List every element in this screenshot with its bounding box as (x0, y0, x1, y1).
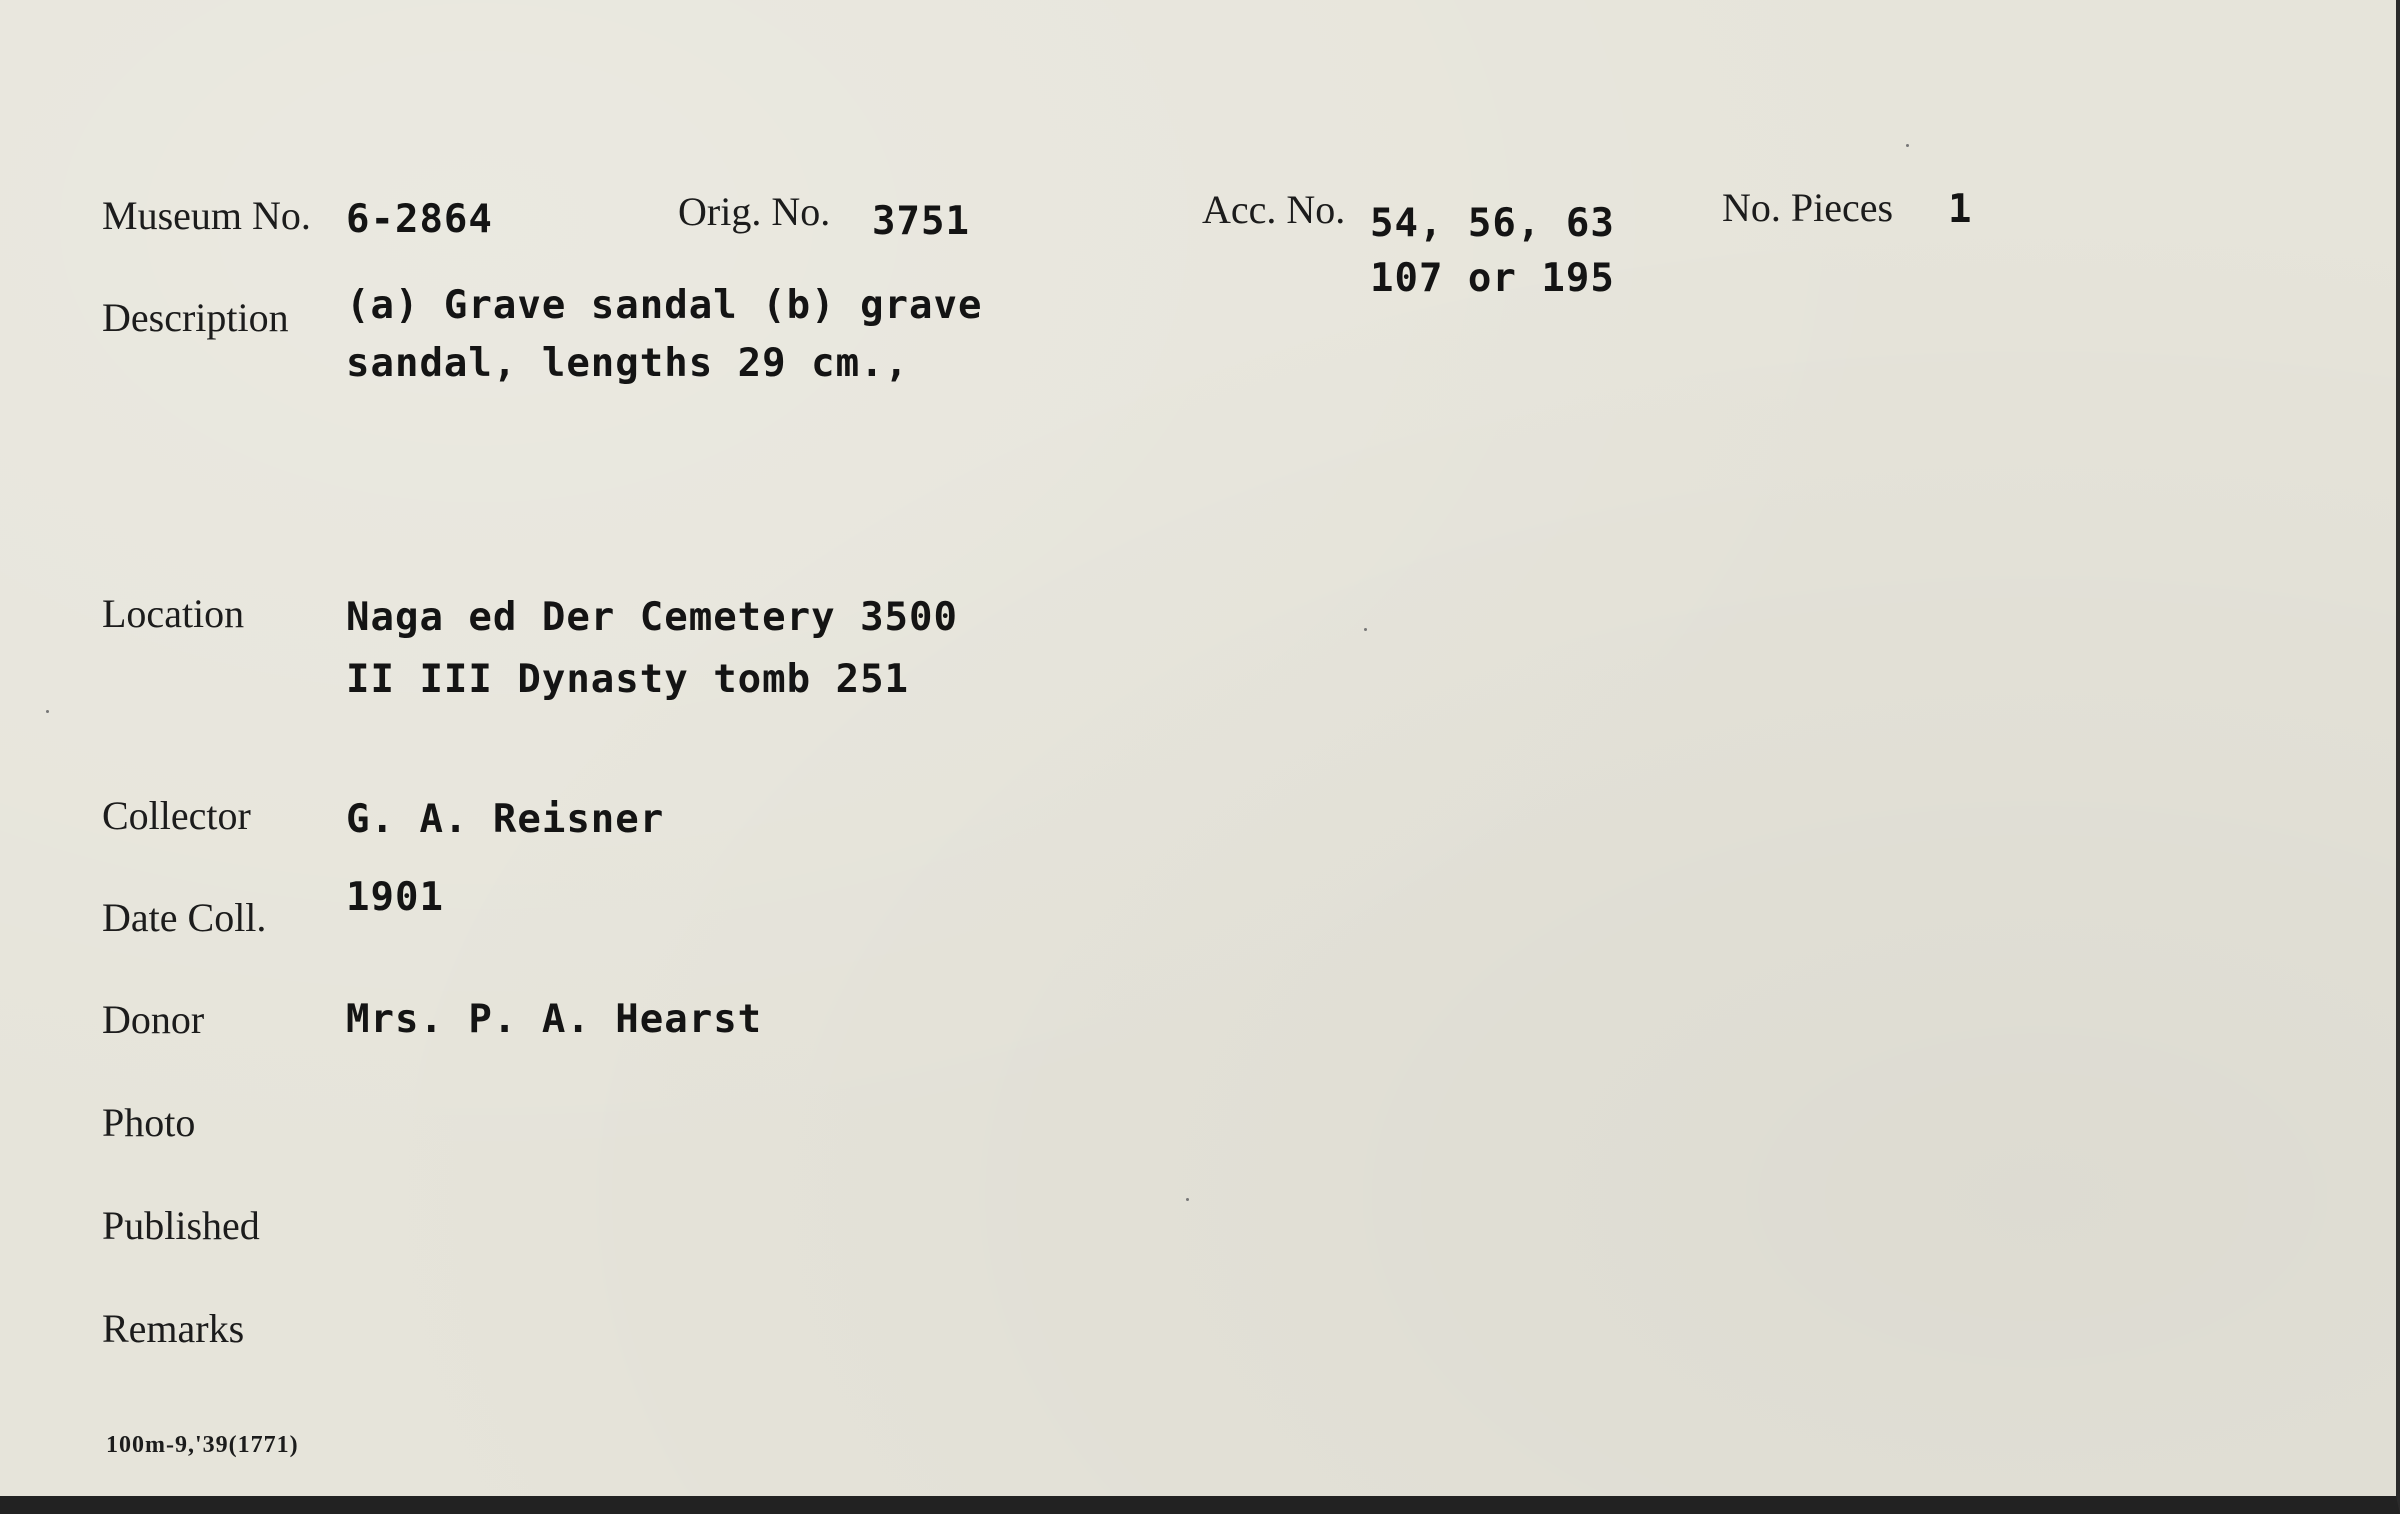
collector-label: Collector (102, 793, 251, 838)
location-line1: Naga ed Der Cemetery 3500 (346, 595, 958, 640)
no-pieces-value: 1 (1948, 187, 1973, 232)
acc-no-value-line2: 107 or 195 (1370, 256, 1615, 301)
acc-no-value-line1: 54, 56, 63 (1370, 201, 1615, 246)
description-label: Description (102, 295, 289, 340)
date-coll-value: 1901 (346, 875, 444, 920)
donor-label: Donor (102, 997, 205, 1042)
date-coll-label: Date Coll. (102, 895, 267, 940)
museum-no-label: Museum No. (102, 193, 311, 238)
paper-speck (46, 710, 49, 713)
published-label: Published (102, 1203, 260, 1248)
print-code: 100m-9,'39(1771) (106, 1432, 299, 1458)
orig-no-label: Orig. No. (678, 189, 831, 234)
museum-no-value: 6-2864 (346, 197, 493, 242)
location-label: Location (102, 591, 245, 636)
no-pieces-label: No. Pieces (1722, 185, 1894, 230)
remarks-label: Remarks (102, 1306, 245, 1351)
donor-value: Mrs. P. A. Hearst (346, 997, 763, 1042)
paper-speck (1906, 144, 1909, 147)
description-line2: sandal, lengths 29 cm., (346, 341, 910, 386)
paper-speck (1186, 1198, 1189, 1201)
location-line2: II III Dynasty tomb 251 (346, 657, 910, 702)
paper-speck (1364, 628, 1367, 631)
collector-value: G. A. Reisner (346, 797, 665, 842)
description-line1: (a) Grave sandal (b) grave (346, 283, 983, 328)
photo-label: Photo (102, 1100, 196, 1145)
orig-no-value: 3751 (872, 199, 970, 244)
acc-no-label: Acc. No. (1202, 187, 1346, 232)
